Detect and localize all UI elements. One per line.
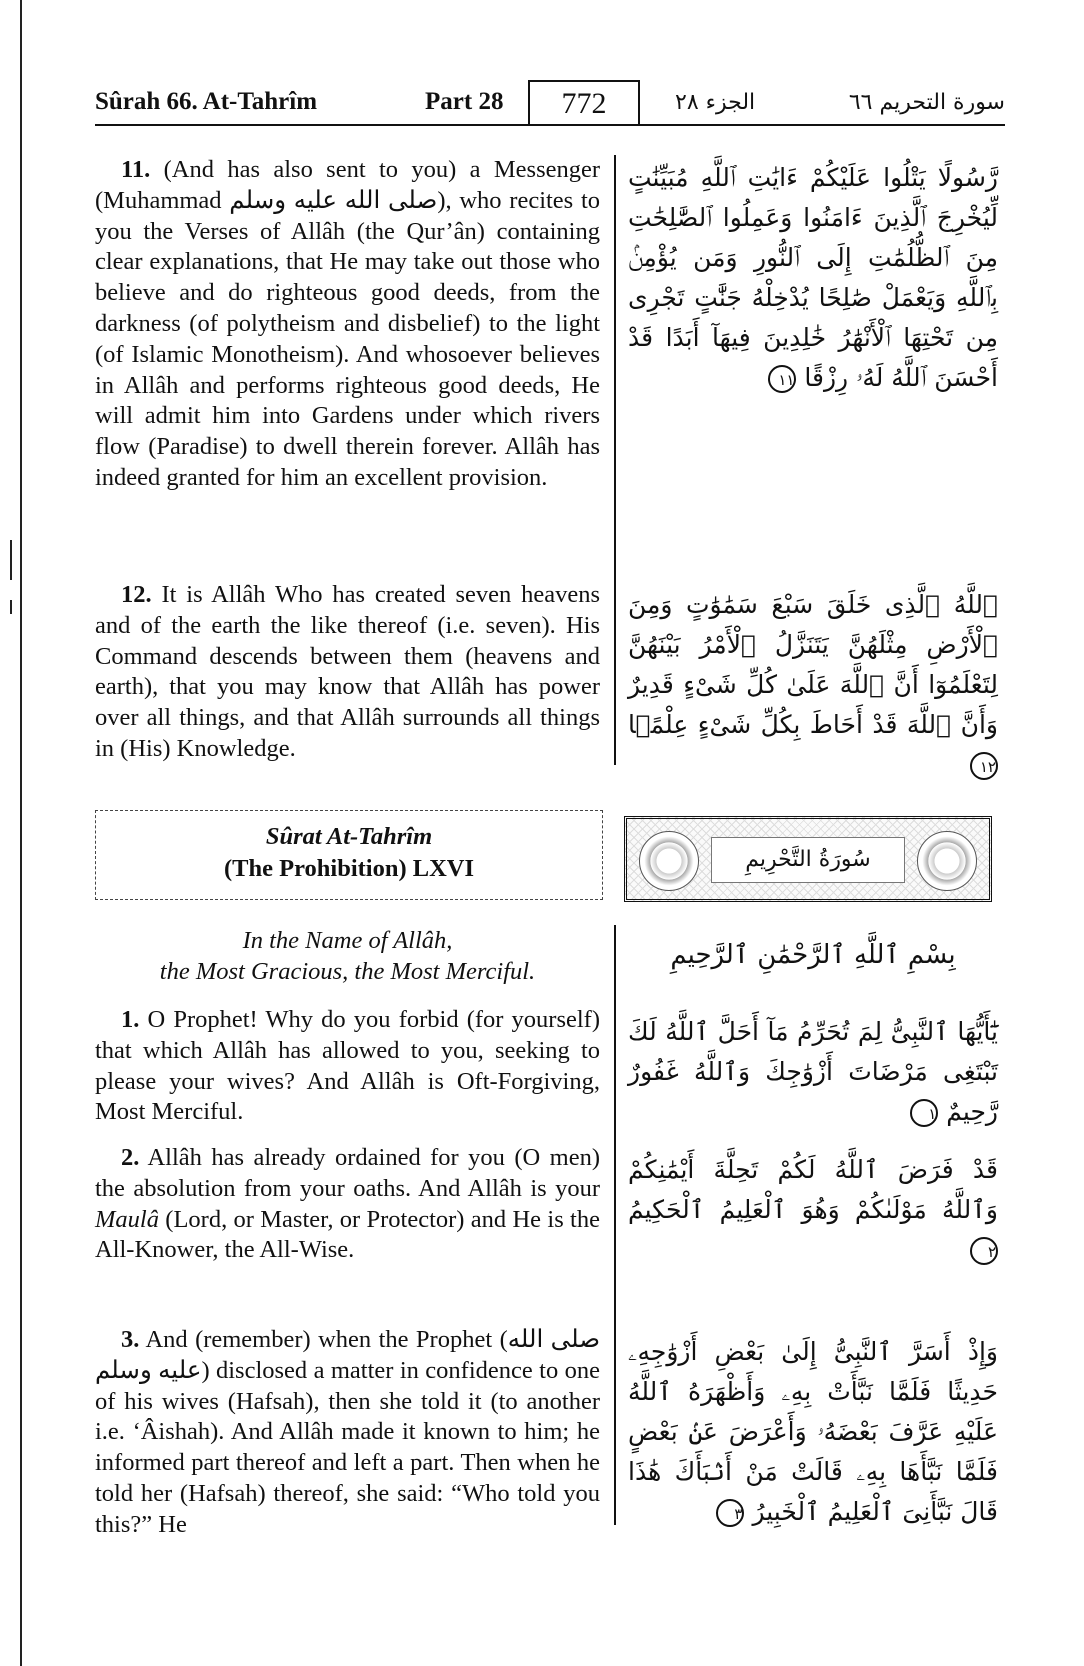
verse-number: 1.	[121, 1006, 140, 1033]
basmala-en	[95, 925, 600, 987]
verse-text: And (remember) when the Prophet (صلى الله عليه وسلم) disclosed a matter in confidence to one of his wives (Hafsah), then she told it (to another i.e. ‘Âishah). And Allâh made it known to him; he informed part thereof and left a part. Then when he told her (Hafsah) thereof, she said: “Who told you this?” He	[95, 1326, 601, 1538]
page-number: 772	[528, 80, 640, 126]
verse-11-en	[95, 155, 600, 494]
verse-2-ar	[628, 1150, 998, 1270]
verse-arabic: يَٰٓأَيُّهَا ٱلنَّبِىُّ لِمَ تُحَرِّمُ مَآ أَحَلَّ ٱللَّهُ لَكَ تَبْتَغِى مَرْضَاتَ أَزْوَٰجِكَ وَٱللَّهُ غَفُورٌ رَّحِيمٌ	[628, 1017, 998, 1126]
verse-3-en	[95, 1325, 600, 1541]
verse-2-en	[95, 1143, 600, 1266]
verse-11-ar	[628, 158, 998, 398]
ayah-end-marker: ١١	[768, 365, 796, 393]
verse-arabic: رَّسُولًا يَتْلُوا عَلَيْكُمْ ءَايَٰتِ ٱللَّهِ مُبَيِّنَٰتٍ لِّيُخْرِجَ ٱلَّذِينَ ءَامَنُوا وَعَمِلُوا ٱلصَّٰلِحَٰتِ مِنَ ٱلظُّلُمَٰتِ إِلَى ٱلنُّورِ وَمَن يُؤْمِنۢ بِٱللَّهِ وَيَعْمَلْ صَٰلِحًا يُدْخِلْهُ جَنَّٰتٍ تَجْرِى مِن تَحْتِهَا ٱلْأَنْهَٰرُ خَٰلِدِينَ فِيهَآ أَبَدًا قَدْ أَحْسَنَ ٱللَّهُ لَهُۥ رِزْقًا	[628, 163, 998, 392]
verse-text: (And has also sent to you) a Messenger (Muhammad صلى الله عليه وسلم), who recites to you the Verses of Allâh (the Qur’ân) containing clear explanations, that He may take out those who believe and do righteous good deeds, from the darkness (of polytheism and disbelief) to the light (of Islamic Monotheism). And whosoever believes in Allâh and performs righteous good deeds, He will admit him into Gardens under which rivers flow (Paradise) to dwell therein forever. Allâh has indeed granted for him an excellent provision.	[95, 156, 601, 491]
verse-text: It is Allâh Who has created seven heavens and of the earth the like thereof (i.e. seven). His Command descends between them (heavens and earth), that you may know that Allâh has power over all things, and that Allâh surrounds all things in (His) Knowledge.	[95, 581, 600, 762]
verse-number: 2.	[121, 1144, 140, 1171]
surah-title-ar: سورة التحريم ٦٦	[848, 90, 1005, 115]
verse-number: 12.	[121, 581, 152, 608]
verse-text-italic: Maulâ	[95, 1205, 159, 1233]
ayah-end-marker: ٢	[970, 1237, 998, 1265]
basmala-line-2: the Most Gracious, the Most Merciful.	[159, 958, 536, 985]
basmala-ar: بِسْمِ ٱللَّهِ ٱلرَّحْمَٰنِ ٱلرَّحِيمِ	[670, 940, 956, 970]
ornament-icon	[639, 831, 699, 891]
scan-edge-mark	[10, 540, 12, 580]
column-divider	[614, 925, 616, 1525]
verse-text: Allâh has already ordained for you (O men) the absolution from your oaths. And Allâh is your	[95, 1144, 600, 1202]
verse-12-en	[95, 580, 600, 765]
surah-name-ar: سُورَةُ التَّحْرِيمِ	[711, 837, 905, 883]
column-divider	[614, 155, 616, 765]
verse-1-ar	[628, 1012, 998, 1132]
surah-subtitle-en: (The Prohibition) LXVI	[223, 855, 475, 882]
scan-edge-mark	[10, 600, 12, 614]
verse-text: (Lord, or Master, or Protector) and He is the All-Knower, the All-Wise.	[95, 1205, 600, 1264]
ayah-end-marker: ١	[910, 1099, 938, 1127]
part-label-ar: الجزء ٢٨	[675, 90, 756, 115]
verse-text: O Prophet! Why do you forbid (for yourself) that which Allâh has allowed to you, seeking to please your wives? And Allâh is Oft-Forgiving, Most Merciful.	[95, 1006, 600, 1126]
header-rule	[95, 124, 1005, 126]
page-header	[95, 80, 1005, 126]
surah-heading-en	[95, 810, 603, 900]
scan-edge-line	[20, 0, 22, 1666]
basmala-line-1: In the Name of Allâh,	[242, 927, 453, 954]
part-label-en: Part 28	[425, 88, 504, 115]
ayah-end-marker: ١٢	[970, 752, 998, 780]
verse-1-en	[95, 1005, 600, 1128]
ornament-icon	[917, 831, 977, 891]
verse-number: 3.	[121, 1326, 140, 1353]
ayah-end-marker: ٣	[716, 1499, 744, 1527]
verse-3-ar	[628, 1332, 998, 1532]
verse-arabic: وَإِذْ أَسَرَّ ٱلنَّبِىُّ إِلَىٰ بَعْضِ أَزْوَٰجِهِۦ حَدِيثًا فَلَمَّا نَبَّأَتْ بِهِۦ وَأَظْهَرَهُ ٱللَّهُ عَلَيْهِ عَرَّفَ بَعْضَهُۥ وَأَعْرَضَ عَنۢ بَعْضٍ فَلَمَّا نَبَّأَهَا بِهِۦ قَالَتْ مَنْ أَنۢبَأَكَ هَٰذَا قَالَ نَبَّأَنِىَ ٱلْعَلِيمُ ٱلْخَبِيرُ	[628, 1337, 998, 1526]
verse-12-ar	[628, 585, 998, 785]
verse-arabic: قَدْ فَرَضَ ٱللَّهُ لَكُمْ تَحِلَّةَ أَيْمَٰنِكُمْ وَٱللَّهُ مَوْلَىٰكُمْ وَهُوَ ٱلْعَلِيمُ ٱلْحَكِيمُ	[628, 1155, 998, 1224]
surah-title-en: Sûrah 66. At-Tahrîm	[95, 88, 318, 115]
surah-name-en: Sûrat At-Tahrîm	[265, 823, 433, 850]
verse-number: 11.	[121, 156, 151, 183]
surah-heading-ar	[624, 816, 992, 902]
verse-arabic: ٱللَّهُ ٱلَّذِى خَلَقَ سَبْعَ سَمَٰوَٰتٍ وَمِنَ ٱلْأَرْضِ مِثْلَهُنَّ يَتَنَزَّلُ ٱلْأَمْرُ بَيْنَهُنَّ لِتَعْلَمُوٓا أَنَّ ٱللَّهَ عَلَىٰ كُلِّ شَىْءٍ قَدِيرٌ وَأَنَّ ٱللَّهَ قَدْ أَحَاطَ بِكُلِّ شَىْءٍ عِلْمًۢا	[628, 590, 998, 739]
